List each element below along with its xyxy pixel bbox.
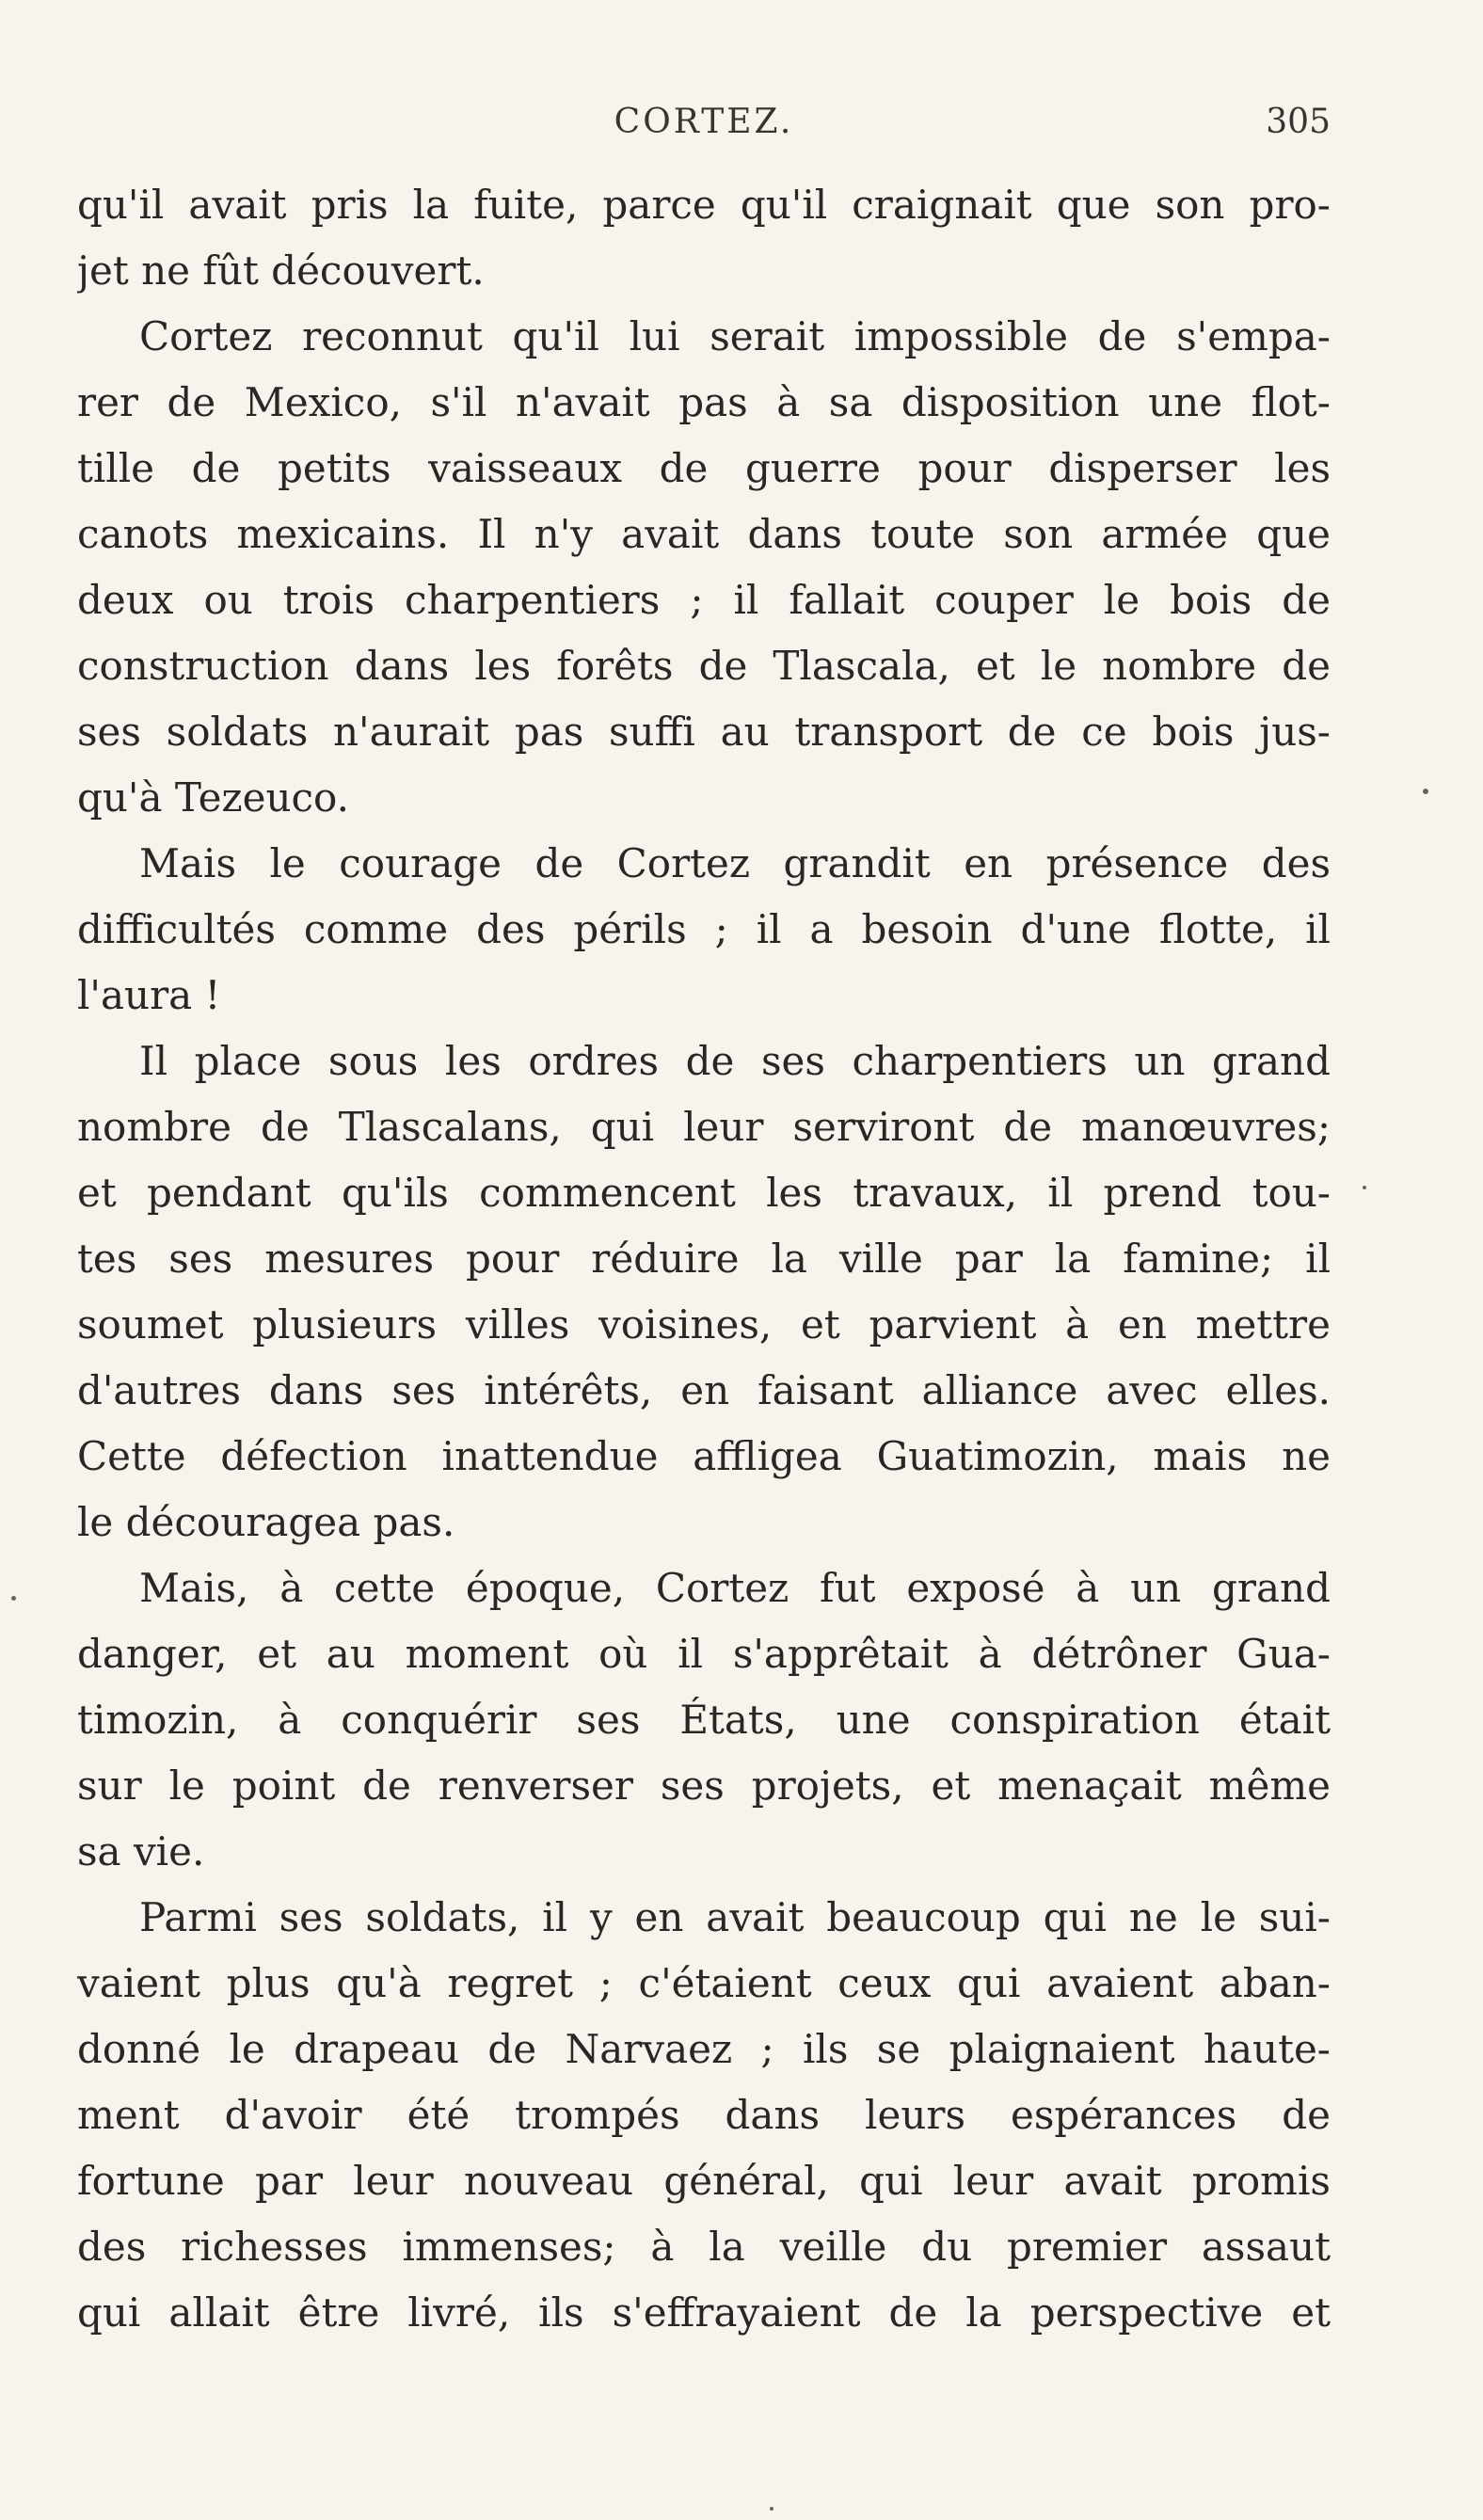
body-text (77, 172, 1331, 2346)
print-speck (770, 2507, 773, 2511)
text-line: tille de petits vaisseaux de guerre pour disperser les (77, 445, 1331, 491)
text-line: d'autres dans ses intérêts, en faisant alliance avec elles. (77, 1367, 1331, 1413)
text-line: fortune par leur nouveau général, qui leur avait promis (77, 2158, 1331, 2204)
text-line: sa vie. (77, 1828, 205, 1874)
text-line: difficultés comme des périls ; il a besoin d'une flotte, il (77, 906, 1331, 952)
text-line: rer de Mexico, s'il n'avait pas à sa disposition une flot- (77, 379, 1331, 425)
print-speck (1363, 1186, 1366, 1189)
running-title: CORTEZ. (614, 103, 794, 141)
text-line: tes ses mesures pour réduire la ville par la famine; il (77, 1236, 1331, 1282)
print-speck (11, 1596, 16, 1601)
text-line: Il place sous les ordres de ses charpentiers un grand (139, 1038, 1331, 1084)
text-line: donné le drapeau de Narvaez ; ils se plaignaient haute- (77, 2026, 1331, 2072)
text-line: l'aura ! (77, 972, 221, 1018)
text-line: sur le point de renverser ses projets, et menaçait même (77, 1762, 1331, 1809)
text-line: Cortez reconnut qu'il lui serait impossible de s'empa- (139, 313, 1331, 359)
text-line: Cette défection inattendue affligea Guatimozin, mais ne (77, 1433, 1331, 1479)
text-line: qu'à Tezeuco. (77, 774, 349, 821)
text-line: des richesses immenses; à la veille du premier assaut (77, 2224, 1331, 2270)
text-line: le découragea pas. (77, 1499, 455, 1545)
text-line: danger, et au moment où il s'apprêtait à détrôner Gua- (77, 1631, 1331, 1677)
text-line: canots mexicains. Il n'y avait dans toute son armée que (77, 511, 1331, 557)
text-line: Mais le courage de Cortez grandit en présence des (139, 840, 1331, 886)
text-line: ment d'avoir été trompés dans leurs espérances de (77, 2092, 1331, 2138)
text-line: qui allait être livré, ils s'effrayaient de la perspective et (77, 2289, 1331, 2336)
text-line: ses soldats n'aurait pas suffi au transport de ce bois jus- (77, 709, 1331, 755)
text-line: construction dans les forêts de Tlascala, et le nombre de (77, 643, 1331, 689)
running-head (77, 94, 1331, 151)
page-number: 305 (1266, 103, 1331, 141)
text-line: jet ne fût découvert. (77, 247, 485, 294)
text-line: timozin, à conquérir ses États, une conspiration était (77, 1697, 1331, 1743)
print-speck (1423, 789, 1428, 794)
text-line: soumet plusieurs villes voisines, et parvient à en mettre (77, 1301, 1331, 1348)
text-line: et pendant qu'ils commencent les travaux, il prend tou- (77, 1170, 1331, 1216)
text-line: qu'il avait pris la fuite, parce qu'il craignait que son pro- (77, 182, 1331, 228)
text-line: deux ou trois charpentiers ; il fallait couper le bois de (77, 577, 1331, 623)
text-line: Mais, à cette époque, Cortez fut exposé à un grand (139, 1565, 1331, 1611)
text-line: vaient plus qu'à regret ; c'étaient ceux qui avaient aban- (77, 1960, 1331, 2006)
text-line: nombre de Tlascalans, qui leur serviront de manœuvres; (77, 1104, 1331, 1150)
text-line: Parmi ses soldats, il y en avait beaucoup qui ne le sui- (139, 1894, 1331, 1940)
